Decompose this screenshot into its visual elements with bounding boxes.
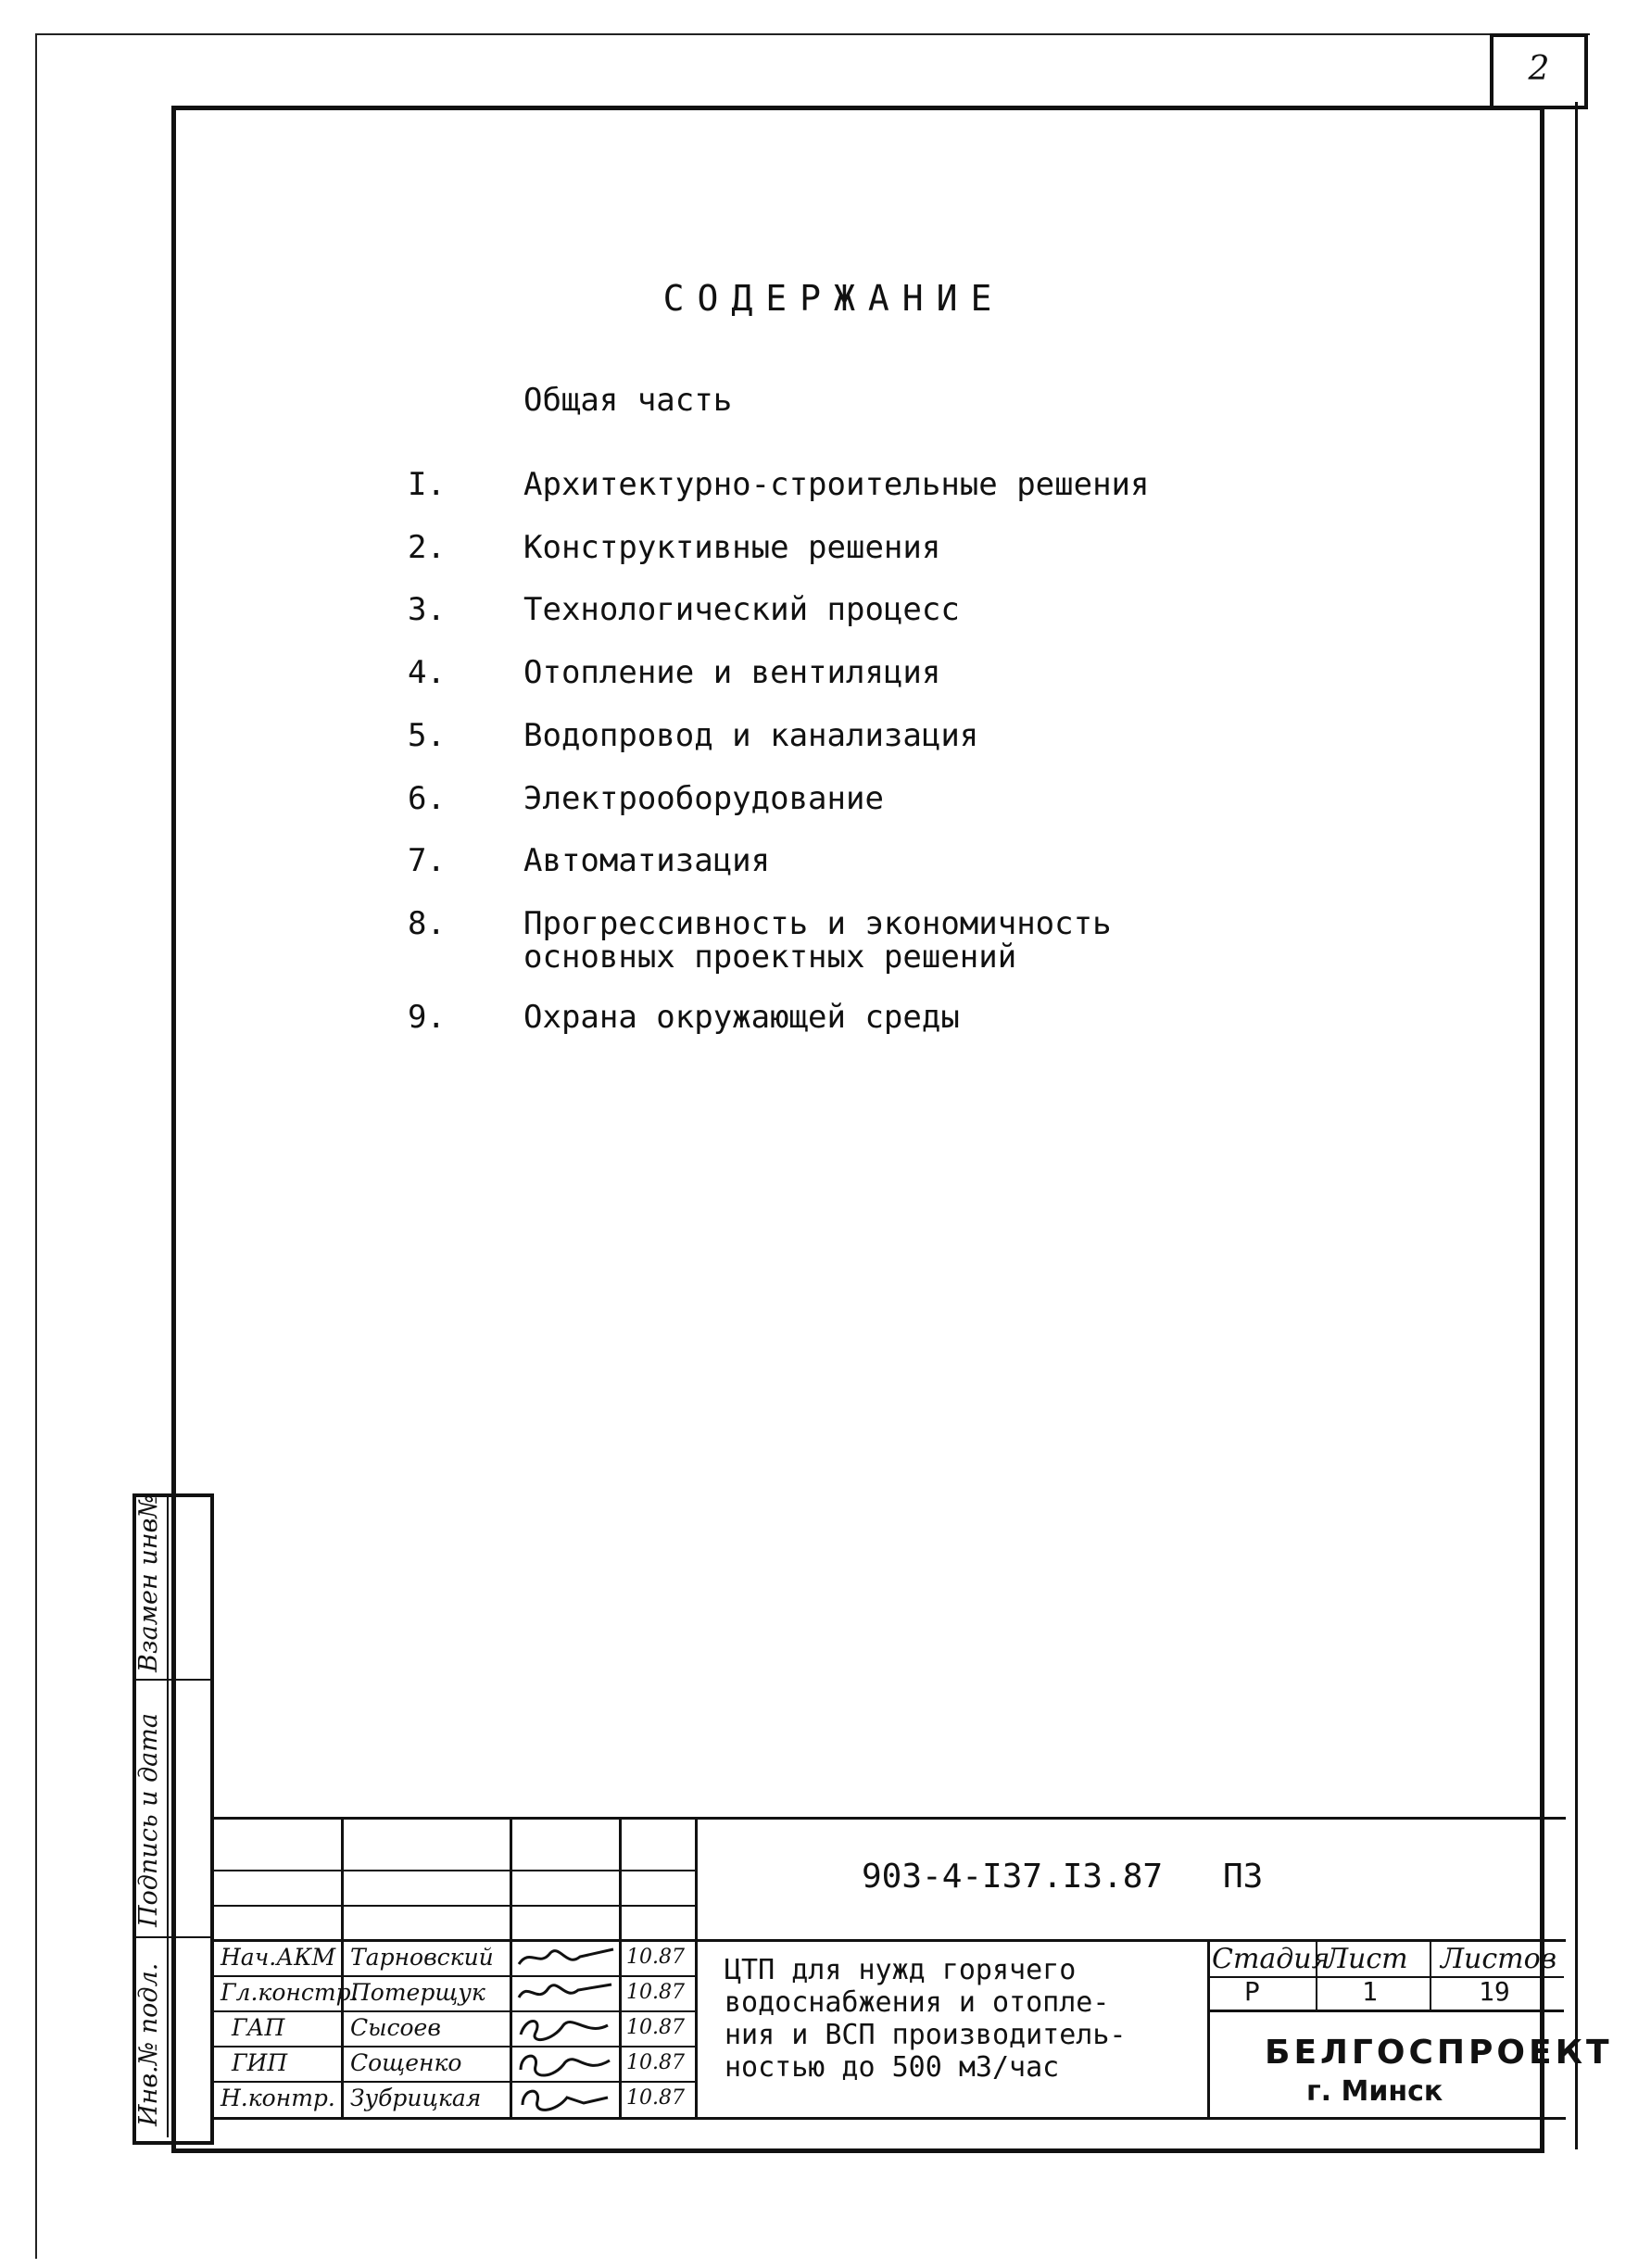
stage-label: Стадия: [1212, 1943, 1330, 1975]
signer-role: Н.контр.: [221, 2085, 335, 2111]
toc-item-text: Автоматизация: [523, 842, 771, 879]
toc-item-number: 7.: [408, 842, 446, 879]
signer-date: 10.87: [626, 2051, 685, 2074]
side-divider: [132, 1679, 210, 1681]
tb-grid-line: [213, 1870, 695, 1871]
toc-item-number: 5.: [408, 717, 446, 754]
signer-name: Тарновский: [350, 1944, 494, 1971]
page-title: СОДЕРЖАНИЕ: [662, 278, 1005, 319]
toc-item-text: Конструктивные решения: [523, 529, 941, 566]
toc-item-number: 9.: [408, 999, 446, 1036]
description-line: ностью до 500 м3/час: [725, 2051, 1060, 2084]
right-edge-line: [1575, 102, 1578, 2149]
main-frame: [171, 106, 1544, 2153]
signer-role: ГИП: [232, 2049, 288, 2076]
document-type: ПЗ: [1223, 1858, 1264, 1896]
tb-grid-line: [1430, 1939, 1431, 2010]
signer-name: Зубрицкая: [350, 2085, 482, 2111]
signer-date: 10.87: [626, 1981, 685, 2004]
inv-no-label: Инв.№ подл.: [134, 1962, 163, 2126]
toc-item-number: 2.: [408, 529, 446, 566]
signer-name: Сысоев: [350, 2014, 441, 2041]
title-block-bottom-line: [213, 2117, 1566, 2120]
toc-item-text: Электрооборудование: [523, 780, 884, 817]
tb-grid-line: [213, 1939, 1566, 1942]
toc-item-text: Отопление и вентиляция: [523, 654, 941, 691]
side-divider: [167, 1493, 169, 2137]
signature-stroke: [523, 2091, 608, 2110]
tb-grid-line: [213, 2046, 695, 2048]
tb-grid-line: [341, 1817, 344, 2119]
toc-item-number: 4.: [408, 654, 446, 691]
signer-role: Гл.констр.: [221, 1979, 359, 2006]
signature-stroke: [521, 2056, 610, 2075]
description-line: ЦТП для нужд горячего: [725, 1954, 1077, 1986]
description-line: водоснабжения и отопле-: [725, 1986, 1110, 2019]
sheets-value: 19: [1479, 1976, 1510, 2007]
tb-grid-line: [1207, 1976, 1564, 1978]
tb-grid-line: [213, 1905, 695, 1907]
tb-grid-line: [619, 1817, 622, 2119]
side-divider: [132, 1936, 210, 1938]
toc-item-text: Технологический процесс: [523, 591, 960, 628]
toc-item-text: Водопровод и канализация: [523, 717, 979, 754]
tb-grid-line: [1207, 2010, 1564, 2012]
tb-grid-line: [695, 1817, 698, 2119]
company-city: г. Минск: [1306, 2075, 1443, 2108]
signature-stroke: [519, 1984, 611, 1997]
signature-stroke: [521, 2022, 608, 2040]
tb-grid-line: [213, 2081, 695, 2083]
replace-inv-label: Взамен инв№: [134, 1494, 163, 1672]
signature-stroke: [519, 1949, 613, 1964]
sheet-label: Лист: [1325, 1943, 1408, 1975]
toc-item-text: Архитектурно-строительные решения: [523, 466, 1150, 503]
signer-date: 10.87: [626, 2086, 685, 2110]
signer-date: 10.87: [626, 2016, 685, 2039]
signer-name: Сощенко: [350, 2049, 462, 2076]
general-part-heading: Общая часть: [523, 382, 733, 419]
document-code: 903-4-I37.I3.87: [862, 1858, 1164, 1896]
title-block-top-line: [213, 1817, 1566, 1820]
signatures: [511, 1940, 619, 2118]
signer-name: Потерщук: [350, 1979, 485, 2006]
toc-item-number: 3.: [408, 591, 446, 628]
tb-grid-line: [213, 1975, 695, 1977]
sheets-label: Листов: [1441, 1943, 1557, 1975]
sign-date-label: Подпись и дата: [134, 1713, 163, 1927]
company-name: БЕЛГОСПРОЕКТ: [1265, 2034, 1613, 2072]
toc-item-number: I.: [408, 466, 446, 503]
description-line: ния и ВСП производитель-: [725, 2019, 1127, 2051]
sheet-number-box: [1490, 33, 1588, 109]
sheet-value: 1: [1362, 1976, 1378, 2007]
toc-item-number: 8.: [408, 905, 446, 942]
tb-grid-line: [1207, 1939, 1210, 2119]
toc-item-number: 6.: [408, 780, 446, 817]
sheet-number: 2: [1528, 50, 1550, 88]
stage-value: Р: [1244, 1976, 1260, 2007]
tb-grid-line: [213, 2010, 695, 2012]
toc-item-text: Охрана окружающей среды: [523, 999, 960, 1036]
toc-item-text: основных проектных решений: [523, 939, 1017, 976]
signer-date: 10.87: [626, 1946, 685, 1969]
toc-item-text: Прогрессивность и экономичность: [523, 905, 1112, 942]
signer-role: ГАП: [232, 2014, 285, 2041]
signer-role: Нач.АКМ: [221, 1944, 336, 1971]
